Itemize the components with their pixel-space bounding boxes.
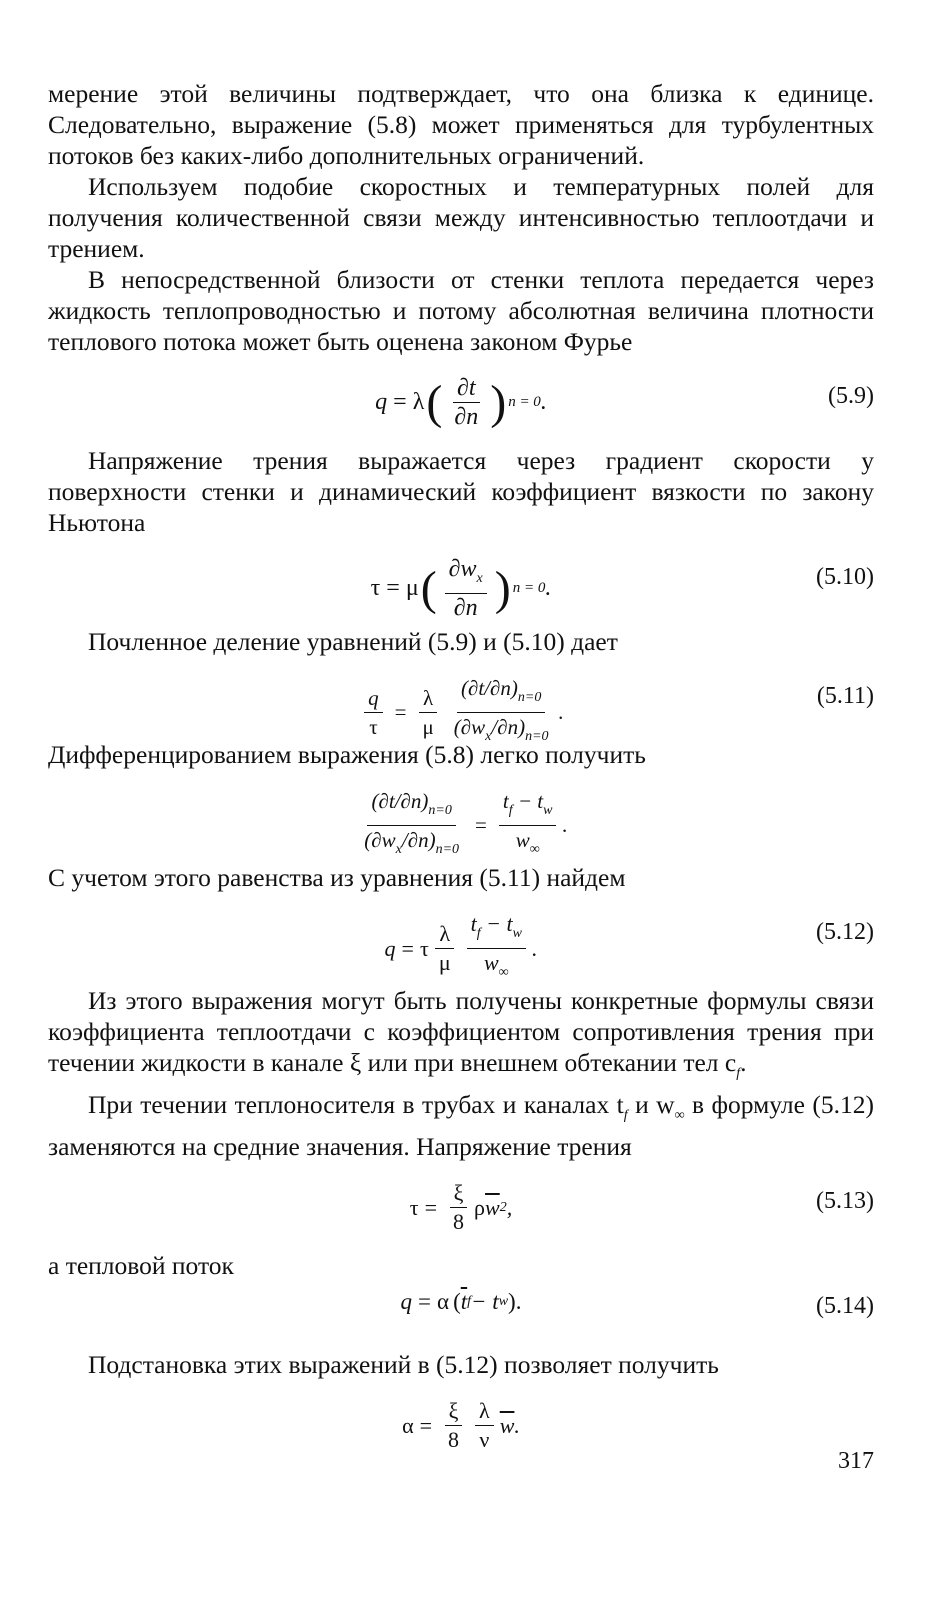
equation-5-10: τ = μ ( $\frac{\partial w_x}{\partial n}$ ) n = 0 . (5.10) <box>370 556 874 621</box>
paragraph: Подстановка этих выражений в (5.12) позволяет получить <box>88 1350 719 1379</box>
paragraph: С учетом этого равенства из уравнения (5.11) найдем <box>48 863 626 892</box>
paragraph: Напряжение трения выражается через градиент скорости у поверхности стенки и динамический коэффициент вязкости по закону Ньютона <box>48 446 874 537</box>
equation-number: (5.9) <box>828 383 874 409</box>
equation-5-9: q = λ ( $\frac{\partial t}{\partial n}$ ) n = 0 . (5.9) <box>375 375 874 430</box>
paragraph: В непосредственной близости от стенки теплота передается через жидкость теплопроводностью и потому абсолютная величина плотности теплового потока может быть оценена законом Фурье <box>48 265 874 356</box>
paragraph: а тепловой поток <box>48 1251 234 1280</box>
page-content <box>48 78 874 1468</box>
equation-number: (5.12) <box>816 919 874 945</box>
equation-number: (5.13) <box>816 1188 874 1214</box>
equation-number: (5.14) <box>816 1293 874 1319</box>
equation-number: (5.10) <box>816 564 874 590</box>
paragraph: Из этого выражения могут быть получены конкретные формулы связи коэффициента теплоотдачи с коэффициентом сопротивления трения при течении жидкости в канале ξ или при внешнем обтекании тел $c_f$. <box>48 986 874 1081</box>
equation-5-13: τ = $\frac{\xi}{8}$ ρ $\overline{w}$ 2 , (5.13) <box>409 1180 874 1234</box>
paragraph: Используем подобие скоростных и температурных полей для получения количественной связи между интенсивностью теплоотдачи и трением. <box>48 172 874 263</box>
paragraph: Дифференцированием выражения (5.8) легко получить <box>48 740 646 769</box>
paragraph: Почленное деление уравнений (5.9) и (5.10) дает <box>88 627 618 656</box>
equation-heat-transfer-coefficient: α = $\frac{\xi}{8}$ $\frac{\lambda}{\nu}$ $\overline{w}$ . <box>402 1398 520 1452</box>
equation-5-12: q = τ $\frac{\lambda}{\mu}$ $\frac{t_f - t_w}{w_\infty}$ . (5.12) <box>384 911 874 980</box>
paragraph: мерение этой величины подтверждает, что она близка к единице. Следовательно, выражение (5.8) может применяться для турбулентных потоков без каких-либо дополнительных ограничений. <box>48 79 874 170</box>
equation-5-14: q = α ( $\overline{t}$ f − t w ). (5.14) <box>400 1289 874 1319</box>
equation-derivative-ratio: $\frac{(\partial t/\partial n)_{n=0}}{(\partial w_x/\partial n)_{n=0}}$ = $\frac{t_f - t_w}{w_\infty}$ . <box>364 789 568 857</box>
page-number: 317 <box>838 1448 874 1474</box>
equation-5-11: $\frac{q}{\tau}$ = $\frac{\lambda}{\mu}$ $\frac{(\partial t/\partial n)_{n=0}}{(\partial w_x/\partial n)_{n=0}}$ . (5.11) <box>48 667 874 727</box>
equation-number: (5.11) <box>816 683 874 709</box>
paragraph: При течении теплоносителя в трубах и каналах $t_f$ и $w_\infty$ в формуле (5.12) заменяются на средние значения. Напряжение трения <box>48 1090 875 1161</box>
